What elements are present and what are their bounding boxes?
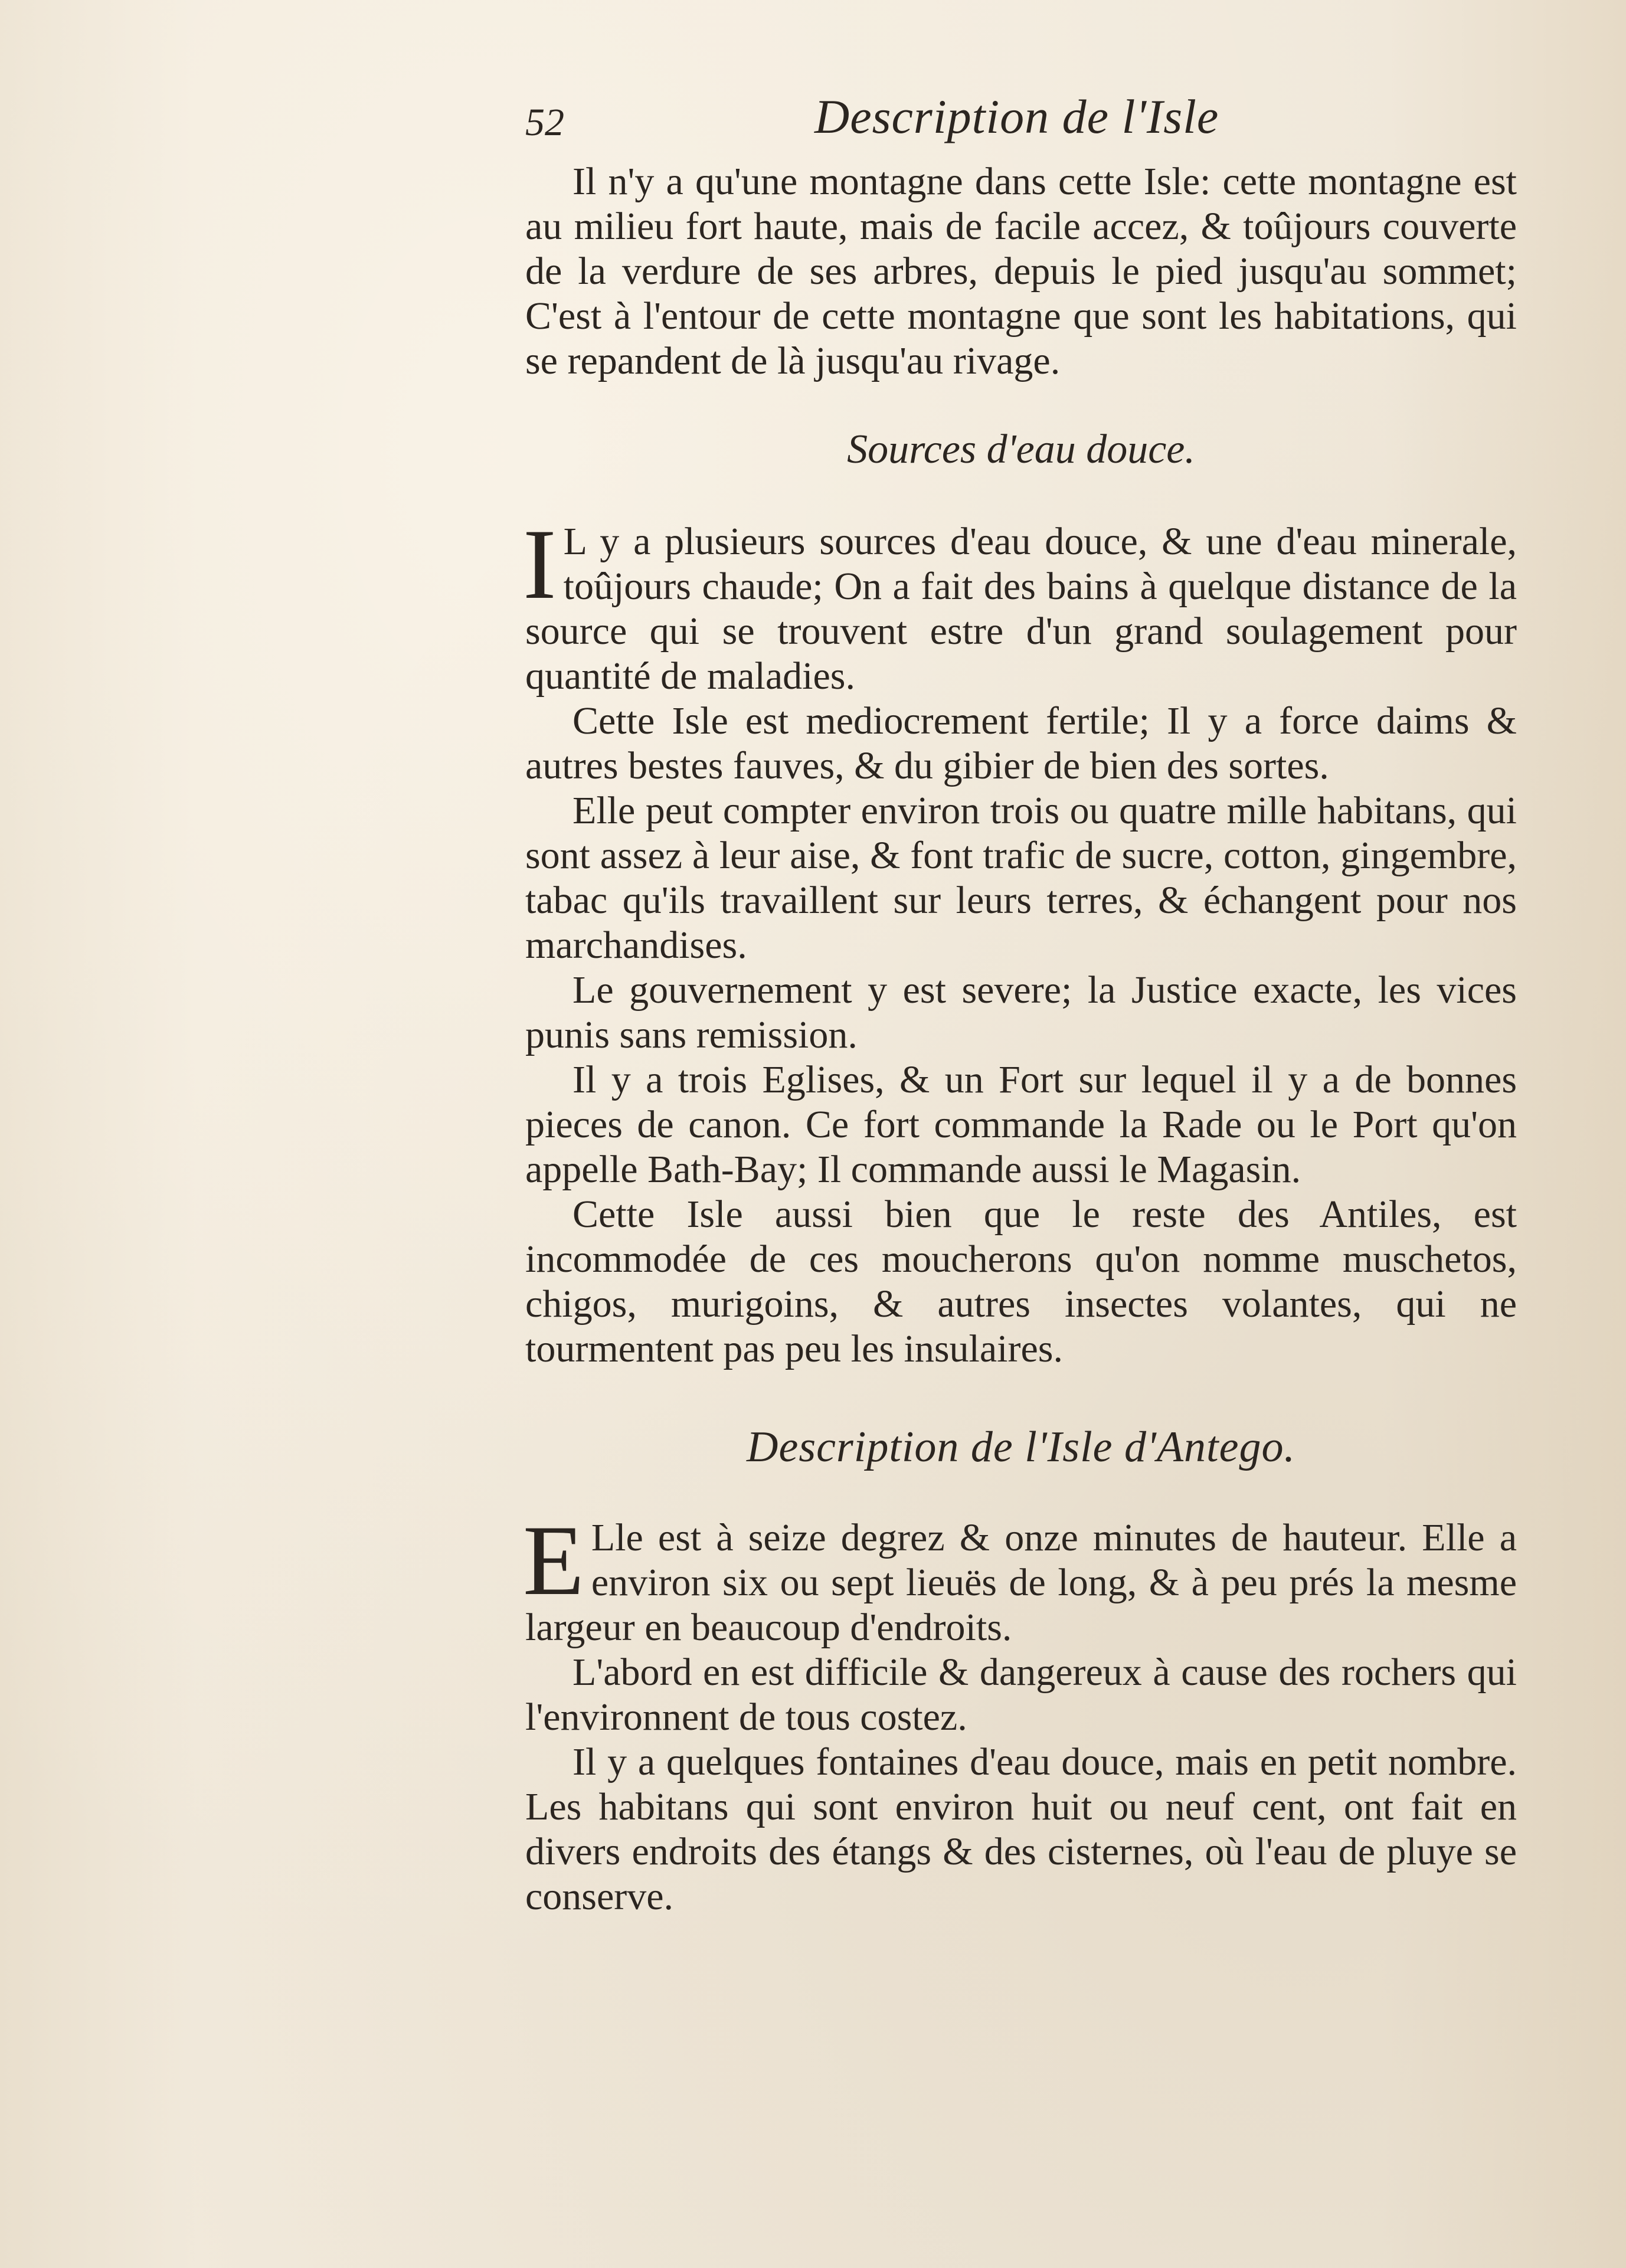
antego-first-paragraph — [523, 1505, 1517, 1650]
page-number: 52 — [525, 101, 564, 144]
paragraph: L'abord en est difficile & dangereux à cause des rochers qui l'environnent de tous costez. — [525, 1651, 1517, 1739]
paragraph: Il y a trois Eglises, & un Fort sur lequel il y a de bonnes pieces de canon. Ce fort commande la Rade ou le Port qu'on appelle Bath-Bay; Il commande aussi le Magasin. — [525, 1058, 1517, 1191]
dropcap-letter: E — [523, 1505, 584, 1616]
intro-paragraph: Il n'y a qu'une montagne dans cette Isle: cette montagne est au milieu fort haute, mais de facile accez, & toûjours couverte de la verdure de ses arbres, depuis le pied jusqu'au sommet; C'est à l'entour de cette montagne que sont les habitations, qui se repandent de là jusqu'au rivage. — [525, 160, 1517, 382]
running-head — [525, 90, 1517, 156]
section-heading-sources: Sources d'eau douce. — [847, 427, 1195, 472]
sources-first-paragraph — [523, 509, 1517, 699]
section-heading-antego: Description de l'Isle d'Antego. — [747, 1423, 1295, 1471]
dropcap-letter: I — [523, 509, 557, 620]
sources-first-paragraph-text: L y a plusieurs sources d'eau douce, & une d'eau minerale, toûjours chaude; On a fait des bains à quelque distance de la source qui se trouvent estre d'un grand soulagement pour quantité de maladies. — [525, 520, 1517, 698]
paragraph: Cette Isle aussi bien que le reste des Antiles, est incommodée de ces moucherons qu'on nomme muschetos, chigos, murigoins, & autres insectes volantes, qui ne tourmentent pas peu les insulaires. — [525, 1193, 1517, 1370]
running-title: Description de l'Isle — [814, 90, 1219, 143]
paragraph: Elle peut compter environ trois ou quatre mille habitans, qui sont assez à leur aise, & font trafic de sucre, cotton, gingembre, tabac qu'ils travaillent sur leurs terres, & échangent pour nos marchandises. — [525, 789, 1517, 967]
paragraph: Il y a quelques fontaines d'eau douce, mais en petit nombre. Les habitans qui sont environ huit ou neuf cent, ont fait en divers endroits des étangs & des cisternes, où l'eau de pluye se conserve. — [525, 1740, 1517, 1918]
paragraph: Cette Isle est mediocrement fertile; Il y a force daims & autres bestes fauves, & du gibier de bien des sortes. — [525, 699, 1517, 787]
text-block — [523, 90, 1517, 1919]
paragraph: Le gouvernement y est severe; la Justice exacte, les vices punis sans remission. — [525, 968, 1517, 1056]
antego-first-paragraph-text: Lle est à seize degrez & onze minutes de hauteur. Elle a environ six ou sept lieuës de long, & à peu prés la mesme largeur en beaucoup d'endroits. — [525, 1516, 1517, 1649]
